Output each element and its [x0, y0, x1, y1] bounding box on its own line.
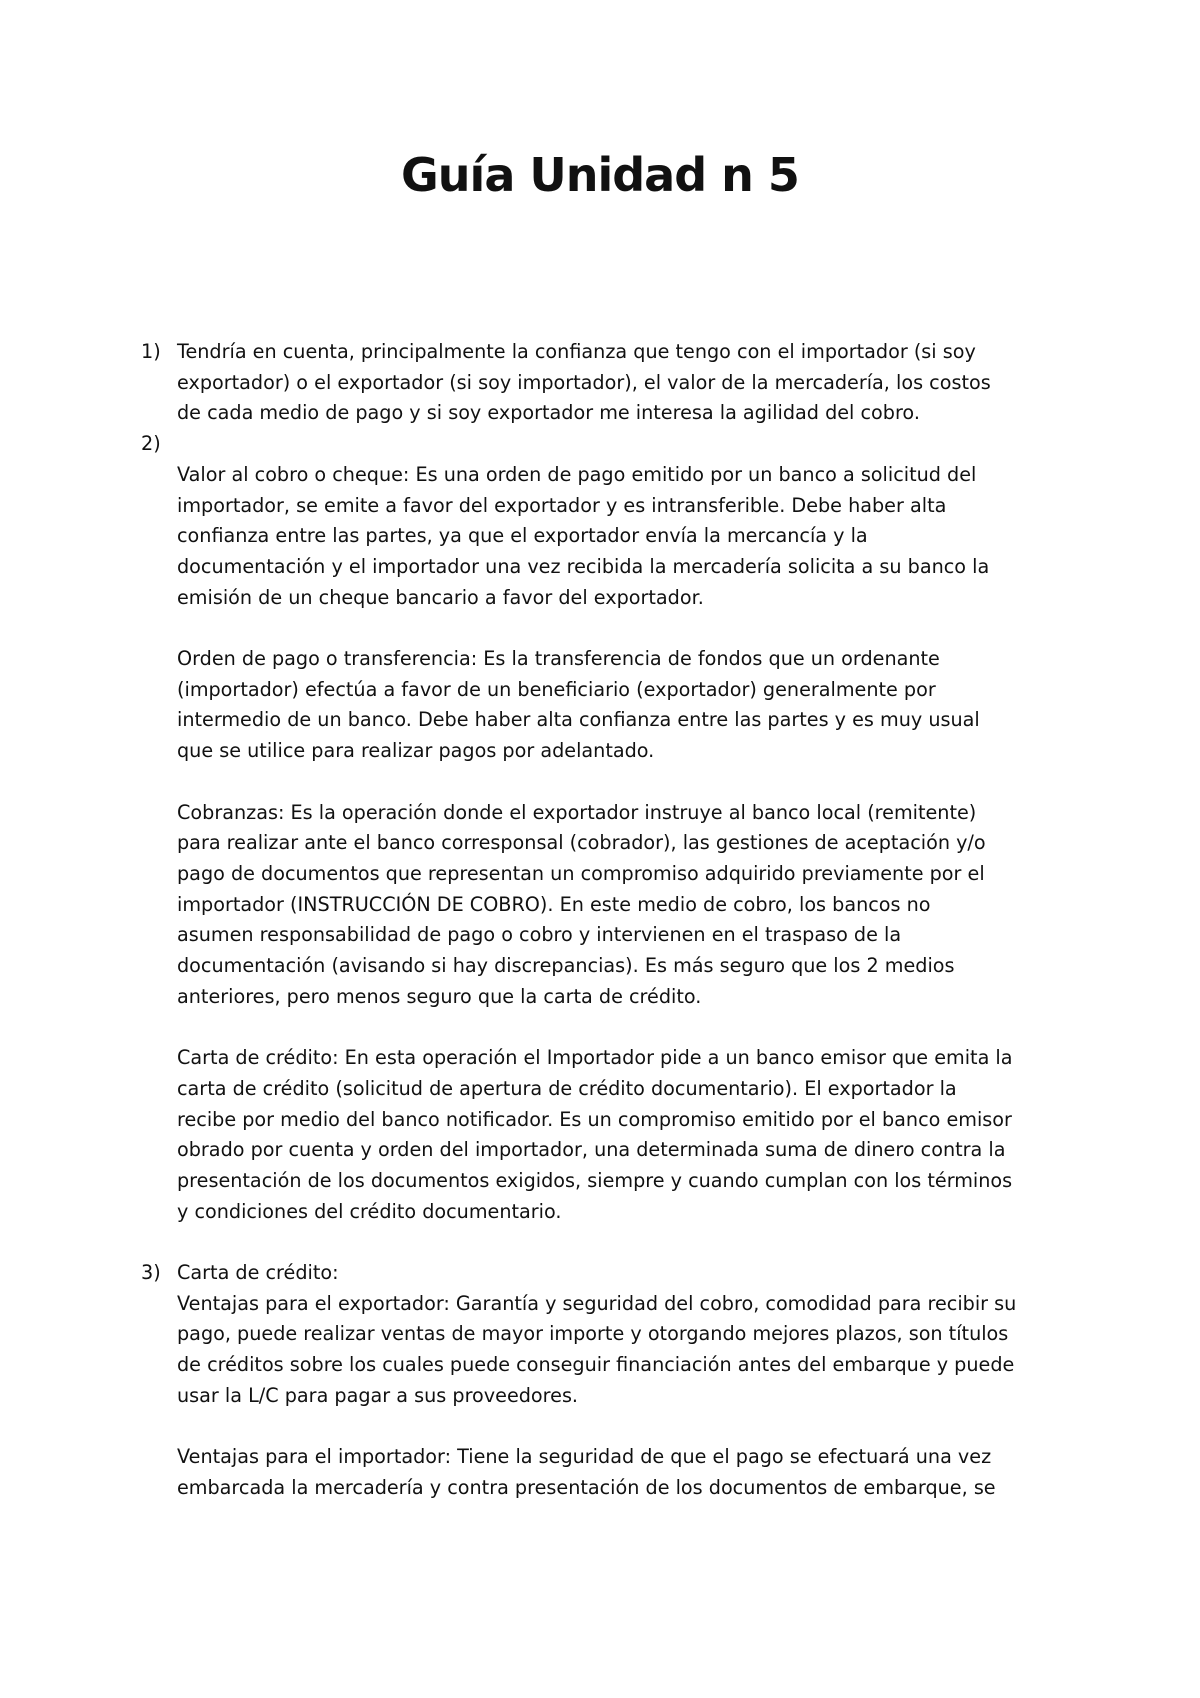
list-item-3 — [141, 1258, 1041, 1504]
document-body — [141, 337, 1041, 1504]
text-line: Valor al cobro o cheque: Es una orden de pago emitido por un banco a solicitud del — [177, 462, 977, 486]
item-number-3: 3) — [141, 1261, 161, 1285]
text-line: que se utilice para realizar pagos por adelantado. — [177, 739, 655, 763]
text-line: pago de documentos que representan un compromiso adquirido previamente por el — [177, 861, 985, 885]
text-line: intermedio de un banco. Debe haber alta confianza entre las partes y es muy usual — [177, 708, 980, 732]
text-line: y condiciones del crédito documentario. — [177, 1199, 562, 1223]
text-line: de créditos sobre los cuales puede conseguir financiación antes del embarque y puede — [177, 1353, 1015, 1377]
list-item-1 — [141, 337, 1041, 429]
text-line: confianza entre las partes, ya que el exportador envía la mercancía y la — [177, 524, 868, 548]
paragraph-ventajas-importador — [177, 1442, 1041, 1503]
text-line: Ventajas para el exportador: Garantía y seguridad del cobro, comodidad para recibir su — [177, 1291, 1017, 1315]
paragraph-carta-de-credito — [177, 1043, 1041, 1227]
spacer — [177, 429, 1041, 460]
item-number-2: 2) — [141, 432, 161, 456]
text-line: pago, puede realizar ventas de mayor importe y otorgando mejores plazos, son títulos — [177, 1322, 1009, 1346]
spacer — [177, 767, 1041, 798]
text-line: importador, se emite a favor del exportador y es intransferible. Debe haber alta — [177, 493, 947, 517]
text-line: de cada medio de pago y si soy exportador me interesa la agilidad del cobro. — [177, 401, 920, 425]
text-line: Orden de pago o transferencia: Es la transferencia de fondos que un ordenante — [177, 647, 940, 670]
text-line: embarcada la mercadería y contra presentación de los documentos de embarque, se — [177, 1475, 996, 1499]
text-line: (importador) efectúa a favor de un beneficiario (exportador) generalmente por — [177, 677, 936, 701]
text-line: Tendría en cuenta, principalmente la confianza que tengo con el importador (si soy — [177, 340, 976, 363]
paragraph-cheque — [177, 460, 1041, 614]
spacer — [177, 1227, 1041, 1258]
text-line: documentación y el importador una vez recibida la mercadería solicita a su banco la — [177, 554, 990, 578]
text-line: recibe por medio del banco notificador. Es un compromiso emitido por el banco emisor — [177, 1107, 1012, 1131]
item-3-heading: Carta de crédito: — [177, 1261, 339, 1285]
text-line: para realizar ante el banco corresponsal (cobrador), las gestiones de aceptación y/o — [177, 831, 986, 855]
paragraph-cobranzas — [177, 798, 1041, 1013]
text-line: asumen responsabilidad de pago o cobro y intervienen en el traspaso de la — [177, 923, 902, 947]
text-line: emisión de un cheque bancario a favor del exportador. — [177, 585, 704, 609]
paragraph-ventajas-exportador — [177, 1289, 1041, 1412]
text-line: carta de crédito (solicitud de apertura de crédito documentario). El exportador la — [177, 1076, 957, 1100]
text-line: Ventajas para el importador: Tiene la seguridad de que el pago se efectuará una vez — [177, 1445, 992, 1469]
text-line: usar la L/C para pagar a sus proveedores. — [177, 1383, 579, 1407]
text-line: obrado por cuenta y orden del importador, una determinada suma de dinero contra la — [177, 1138, 1006, 1162]
text-line: importador (INSTRUCCIÓN DE COBRO). En este medio de cobro, los bancos no — [177, 892, 931, 916]
text-line: exportador) o el exportador (si soy importador), el valor de la mercadería, los costos — [177, 370, 991, 394]
spacer — [177, 1412, 1041, 1443]
text-line: documentación (avisando si hay discrepancias). Es más seguro que los 2 medios — [177, 954, 955, 978]
text-line: Cobranzas: Es la operación donde el exportador instruye al banco local (remitente) — [177, 800, 977, 824]
paragraph-orden-de-pago — [177, 644, 1041, 767]
item-number-1: 1) — [141, 340, 161, 363]
text-line: Carta de crédito: En esta operación el Importador pide a un banco emisor que emita la — [177, 1046, 1013, 1070]
text-line: presentación de los documentos exigidos, siempre y cuando cumplan con los términos — [177, 1168, 1013, 1192]
spacer — [177, 613, 1041, 644]
item-1-paragraph — [177, 337, 1041, 429]
spacer — [177, 1012, 1041, 1043]
list-item-2 — [141, 429, 1041, 1258]
page-title: Guía Unidad n 5 — [401, 148, 799, 202]
text-line: anteriores, pero menos seguro que la carta de crédito. — [177, 984, 702, 1008]
